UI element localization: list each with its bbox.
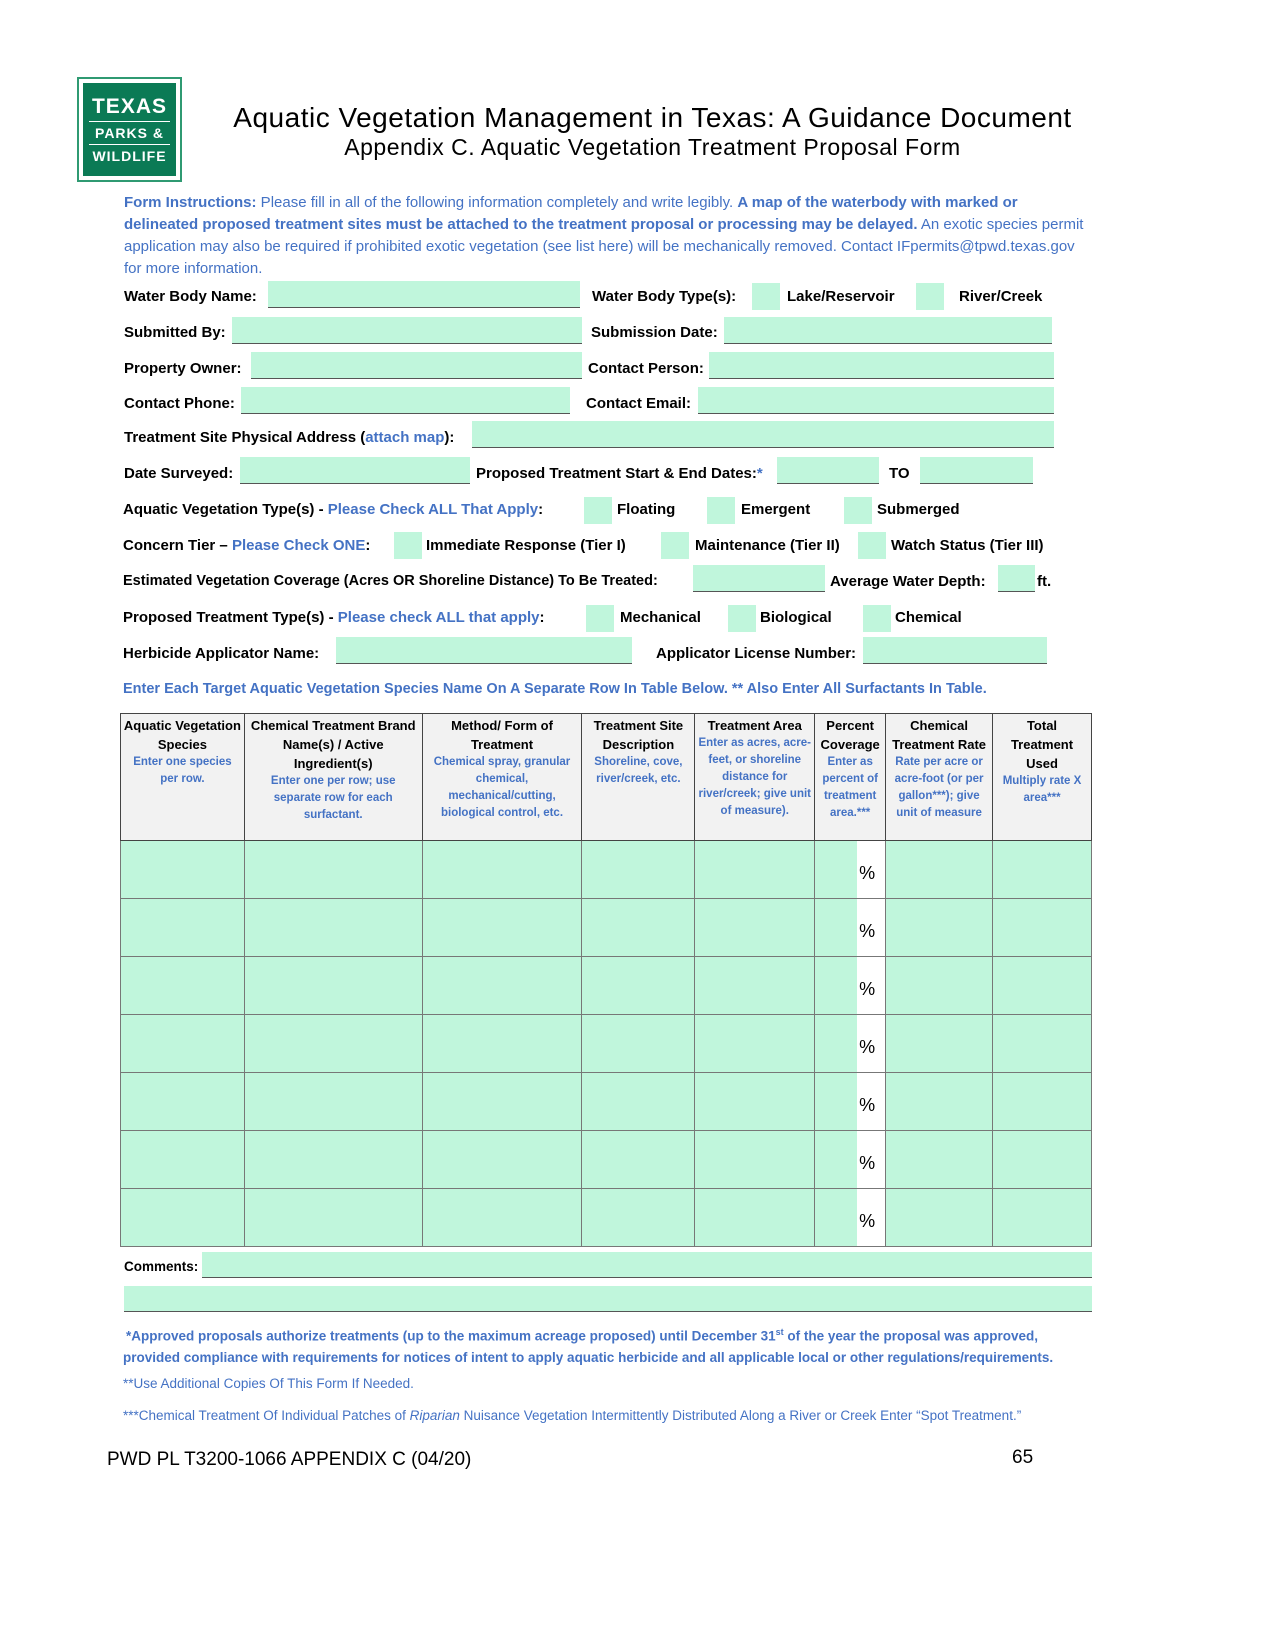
- logo-line: PARKS &: [89, 122, 170, 145]
- table-row: [121, 1131, 1092, 1189]
- applicator-input[interactable]: [336, 637, 632, 664]
- note-text: *Approved proposals authorize treatments (up to the maximum acreage proposed) until December 31: [126, 1328, 776, 1344]
- logo-line: TEXAS: [89, 95, 170, 122]
- tier2-checkbox[interactable]: [661, 532, 689, 559]
- tier-label: [123, 537, 370, 554]
- attach-map-link[interactable]: attach map: [365, 429, 445, 446]
- floating-checkbox[interactable]: [584, 497, 612, 524]
- percent-input[interactable]: [815, 1131, 857, 1188]
- table-row: [121, 1189, 1092, 1247]
- tier-text: Concern Tier –: [123, 537, 232, 554]
- water-body-name-label: Water Body Name:: [124, 288, 257, 305]
- table-cell-input[interactable]: [582, 1189, 695, 1247]
- comments-label: Comments:: [124, 1259, 199, 1274]
- column-title: Aquatic Vegetation Species: [123, 718, 241, 752]
- column-header: [244, 714, 422, 841]
- instr-text: Please fill in all of the following information completely and write legibly.: [256, 194, 738, 211]
- table-cell-input[interactable]: [993, 1015, 1092, 1073]
- end-date-input[interactable]: [920, 457, 1033, 484]
- table-cell-input[interactable]: [244, 841, 422, 899]
- percent-symbol: %: [857, 1073, 885, 1130]
- column-title: Percent Coverage: [820, 718, 880, 752]
- start-date-input[interactable]: [777, 457, 879, 484]
- column-header: [695, 714, 815, 841]
- table-cell-input[interactable]: [121, 1015, 245, 1073]
- table-cell-input[interactable]: [121, 841, 245, 899]
- table-cell-input[interactable]: [121, 899, 245, 957]
- column-hint: Multiply rate X area***: [1002, 775, 1082, 804]
- mechanical-checkbox[interactable]: [586, 605, 614, 632]
- table-cell-input[interactable]: [121, 957, 245, 1015]
- depth-label: Average Water Depth:: [830, 573, 986, 590]
- document-subtitle: Appendix C. Aquatic Vegetation Treatment Proposal Form: [344, 134, 961, 160]
- table-cell-input[interactable]: [695, 1189, 815, 1247]
- column-title: Treatment Site Description: [593, 718, 684, 752]
- table-cell-input[interactable]: [582, 899, 695, 957]
- table-cell-input[interactable]: [582, 841, 695, 899]
- chemical-label: Chemical: [895, 609, 962, 626]
- table-cell-input[interactable]: [993, 841, 1092, 899]
- column-header: [886, 714, 993, 841]
- note-text: of the year the proposal was approved, provided compliance with requirements for notices of intent to apply aquatic herbicide and all applicable local or other regulations/requirements.: [123, 1328, 1054, 1365]
- table-cell-input[interactable]: [815, 957, 886, 1015]
- submitted-by-input[interactable]: [232, 317, 582, 344]
- percent-input[interactable]: [815, 841, 857, 898]
- instr-text: An exotic species permit application may also be required if prohibited exotic vegetation (see list here) will be mechanically removed. Contact IFpermits@tpwd.texas.gov for more information.: [124, 216, 1084, 277]
- asterisk: *: [756, 465, 763, 482]
- applicator-label: Herbicide Applicator Name:: [123, 645, 320, 662]
- table-cell-input[interactable]: [422, 1073, 582, 1131]
- table-cell-input[interactable]: [695, 841, 815, 899]
- table-instruction: Enter Each Target Aquatic Vegetation Species Name On A Separate Row In Table Below. ** Also Enter All Surfactants In Table.: [123, 681, 987, 697]
- column-hint: Shoreline, cove, river/creek, etc.: [594, 756, 683, 785]
- table-cell-input[interactable]: [886, 1131, 993, 1189]
- note-copies: **Use Additional Copies Of This Form If Needed.: [123, 1376, 414, 1391]
- table-cell-input[interactable]: [582, 1015, 695, 1073]
- percent-input[interactable]: [815, 1189, 857, 1246]
- veg-type-label: [123, 501, 543, 518]
- address-text: ):: [444, 429, 455, 446]
- table-cell-input[interactable]: [695, 1131, 815, 1189]
- floating-label: Floating: [617, 501, 676, 518]
- table-cell-input[interactable]: [582, 1131, 695, 1189]
- table-cell-input[interactable]: [422, 899, 582, 957]
- table-cell-input[interactable]: [815, 1189, 886, 1247]
- table-cell-input[interactable]: [422, 1131, 582, 1189]
- column-hint: Enter one per row; use separate row for each surfactant.: [270, 775, 396, 821]
- table-cell-input[interactable]: [886, 1073, 993, 1131]
- table-cell-input[interactable]: [815, 899, 886, 957]
- coverage-input[interactable]: [693, 565, 825, 592]
- table-cell-input[interactable]: [244, 899, 422, 957]
- to-label: TO: [889, 465, 910, 482]
- table-cell-input[interactable]: [244, 1189, 422, 1247]
- table-row: [121, 1073, 1092, 1131]
- table-cell-input[interactable]: [244, 1131, 422, 1189]
- biological-checkbox[interactable]: [728, 605, 756, 632]
- percent-input[interactable]: [815, 1015, 857, 1072]
- submission-date-label: Submission Date:: [591, 324, 718, 341]
- contact-person-label: Contact Person:: [588, 360, 704, 377]
- tier2-label: Maintenance (Tier II): [695, 537, 840, 554]
- comments-input-1[interactable]: [202, 1252, 1092, 1278]
- treat-type-text: Proposed Treatment Type(s) -: [123, 609, 338, 626]
- column-header: [582, 714, 695, 841]
- column-hint: Enter as acres, acre-feet, or shoreline distance for river/creek; give unit of measure).: [698, 737, 812, 817]
- table-cell-input[interactable]: [695, 899, 815, 957]
- form-code: PWD PL T3200-1066 APPENDIX C (04/20): [107, 1449, 472, 1470]
- contact-email-input[interactable]: [698, 387, 1054, 414]
- table-cell-input[interactable]: [244, 957, 422, 1015]
- table-cell-input[interactable]: [993, 1073, 1092, 1131]
- table-cell-input[interactable]: [422, 1189, 582, 1247]
- column-header: [121, 714, 245, 841]
- contact-phone-label: Contact Phone:: [124, 395, 235, 412]
- table-cell-input[interactable]: [815, 1131, 886, 1189]
- column-title: Method/ Form of Treatment: [451, 718, 553, 752]
- percent-symbol: %: [857, 1131, 885, 1188]
- river-checkbox[interactable]: [916, 283, 944, 310]
- tier1-checkbox[interactable]: [394, 532, 422, 559]
- table-cell-input[interactable]: [422, 841, 582, 899]
- logo-line: WILDLIFE: [92, 148, 167, 164]
- page-number: 65: [1012, 1447, 1034, 1468]
- column-hint: Enter as percent of treatment area.***: [822, 756, 878, 819]
- river-label: River/Creek: [959, 288, 1043, 305]
- license-label: Applicator License Number:: [656, 645, 857, 662]
- table-cell-input[interactable]: [422, 957, 582, 1015]
- lake-label: Lake/Reservoir: [787, 288, 895, 305]
- table-cell-input[interactable]: [886, 1015, 993, 1073]
- column-header: [993, 714, 1092, 841]
- table-row: [121, 841, 1092, 899]
- column-title: Chemical Treatment Rate: [892, 718, 987, 752]
- dates-text: Proposed Treatment Start & End Dates:: [476, 465, 757, 482]
- percent-symbol: %: [857, 841, 885, 898]
- colon: :: [539, 609, 545, 626]
- contact-person-input[interactable]: [709, 352, 1054, 379]
- column-header: [422, 714, 582, 841]
- emergent-label: Emergent: [741, 501, 811, 518]
- column-hint: Chemical spray, granular chemical, mechanical/cutting, biological control, etc.: [433, 756, 571, 819]
- table-cell-input[interactable]: [886, 841, 993, 899]
- column-hint: Enter one species per row.: [133, 756, 232, 785]
- note-approval: [123, 1322, 1098, 1368]
- tier-hint: Please Check ONE: [231, 537, 366, 554]
- table-cell-input[interactable]: [886, 957, 993, 1015]
- colon: :: [538, 501, 544, 518]
- table-cell-input[interactable]: [582, 1073, 695, 1131]
- column-title: Treatment Area: [707, 718, 802, 733]
- date-surveyed-label: Date Surveyed:: [124, 465, 234, 482]
- table-cell-input[interactable]: [121, 1073, 245, 1131]
- license-input[interactable]: [863, 637, 1047, 664]
- table-cell-input[interactable]: [121, 1189, 245, 1247]
- submerged-label: Submerged: [877, 501, 960, 518]
- table-cell-input[interactable]: [815, 841, 886, 899]
- column-title: Total Treatment Used: [1010, 718, 1074, 771]
- emergent-checkbox[interactable]: [707, 497, 735, 524]
- table-cell-input[interactable]: [815, 1015, 886, 1073]
- table-cell-input[interactable]: [121, 1131, 245, 1189]
- table-cell-input[interactable]: [422, 1015, 582, 1073]
- note-spot-treatment: [123, 1408, 1021, 1423]
- biological-label: Biological: [760, 609, 832, 626]
- address-text: Treatment Site Physical Address (: [124, 429, 366, 446]
- dates-label: [476, 465, 763, 482]
- property-owner-input[interactable]: [251, 352, 582, 379]
- column-header: [815, 714, 886, 841]
- tpwd-logo: [77, 77, 182, 182]
- table-cell-input[interactable]: [993, 1131, 1092, 1189]
- submission-date-input[interactable]: [724, 317, 1052, 344]
- submitted-by-label: Submitted By:: [124, 324, 226, 341]
- instr-lead: Form Instructions:: [124, 194, 257, 211]
- coverage-label: Estimated Vegetation Coverage (Acres OR Shoreline Distance) To Be Treated:: [123, 573, 658, 589]
- percent-input[interactable]: [815, 1073, 857, 1130]
- comments-input-2[interactable]: [124, 1286, 1092, 1312]
- column-hint: Rate per acre or acre-foot (or per gallon***); give unit of measure: [894, 756, 984, 819]
- contact-phone-input[interactable]: [241, 387, 570, 414]
- percent-symbol: %: [857, 1189, 885, 1246]
- table-cell-input[interactable]: [993, 1189, 1092, 1247]
- tier3-checkbox[interactable]: [858, 532, 886, 559]
- address-input[interactable]: [472, 421, 1054, 448]
- document-title: Aquatic Vegetation Management in Texas: A Guidance Document: [233, 102, 1072, 133]
- treat-type-hint: Please check ALL that apply: [337, 609, 540, 626]
- table-row: [121, 1015, 1092, 1073]
- table-cell-input[interactable]: [886, 1189, 993, 1247]
- depth-input[interactable]: [998, 565, 1035, 592]
- veg-type-hint: Please Check ALL That Apply: [327, 501, 539, 518]
- table-cell-input[interactable]: [815, 1073, 886, 1131]
- table-cell-input[interactable]: [886, 899, 993, 957]
- date-surveyed-input[interactable]: [240, 457, 470, 484]
- table-cell-input[interactable]: [993, 899, 1092, 957]
- veg-type-text: Aquatic Vegetation Type(s) -: [123, 501, 328, 518]
- tier3-label: Watch Status (Tier III): [891, 537, 1044, 554]
- table-cell-input[interactable]: [582, 957, 695, 1015]
- percent-symbol: %: [857, 899, 885, 956]
- submerged-checkbox[interactable]: [844, 497, 872, 524]
- form-instructions: [124, 192, 1084, 280]
- address-label: [124, 429, 454, 446]
- mechanical-label: Mechanical: [620, 609, 701, 626]
- lake-checkbox[interactable]: [752, 283, 780, 310]
- water-body-type-label: Water Body Type(s):: [592, 288, 737, 305]
- water-body-name-input[interactable]: [268, 281, 580, 308]
- colon: :: [365, 537, 371, 554]
- percent-input[interactable]: [815, 957, 857, 1014]
- tier1-label: Immediate Response (Tier I): [426, 537, 626, 554]
- table-cell-input[interactable]: [695, 1015, 815, 1073]
- table-row: [121, 899, 1092, 957]
- percent-input[interactable]: [815, 899, 857, 956]
- contact-email-label: Contact Email:: [586, 395, 692, 412]
- note-text: Nuisance Vegetation Intermittently Distributed Along a River or Creek Enter “Spot Treatment.”: [459, 1408, 1022, 1423]
- percent-symbol: %: [857, 1015, 885, 1072]
- table-row: [121, 957, 1092, 1015]
- note-italic: Riparian: [409, 1408, 460, 1423]
- table-cell-input[interactable]: [244, 1015, 422, 1073]
- table-cell-input[interactable]: [695, 957, 815, 1015]
- chemical-checkbox[interactable]: [863, 605, 891, 632]
- table-cell-input[interactable]: [993, 957, 1092, 1015]
- table-cell-input[interactable]: [244, 1073, 422, 1131]
- note-sup: st: [775, 1327, 784, 1337]
- ft-label: ft.: [1037, 573, 1052, 590]
- instr-bold: A map of the waterbody with marked or delineated proposed treatment sites must be attached to the treatment proposal or processing may be delayed.: [124, 194, 1018, 233]
- treat-type-label: [123, 609, 545, 626]
- note-text: ***Chemical Treatment Of Individual Patches of: [123, 1408, 410, 1423]
- table-cell-input[interactable]: [695, 1073, 815, 1131]
- column-title: Chemical Treatment Brand Name(s) / Active Ingredient(s): [250, 718, 416, 771]
- percent-symbol: %: [857, 957, 885, 1014]
- property-owner-label: Property Owner:: [124, 360, 242, 377]
- species-table: [120, 713, 1092, 1247]
